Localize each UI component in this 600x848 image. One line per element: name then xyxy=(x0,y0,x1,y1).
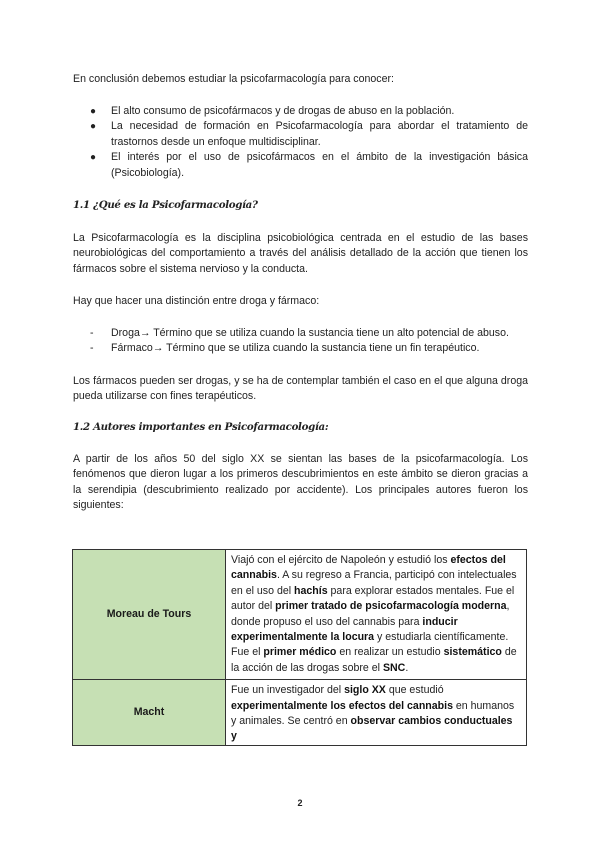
bullet-list xyxy=(73,104,528,181)
list-item: - Fármaco→ Término que se utiliza cuando la sustancia tiene un fin terapéutico. xyxy=(73,341,528,356)
bold-text: observar cambios conductuales y xyxy=(231,715,513,743)
author-description xyxy=(226,550,527,680)
bold-text: sistemático xyxy=(443,646,502,659)
dash-icon: - xyxy=(90,342,94,355)
text-run: . A su regreso a Francia, participó con intelectuales en el uso del xyxy=(231,569,517,597)
terms-list xyxy=(73,326,528,357)
bold-text: siglo XX xyxy=(344,684,386,697)
table-row xyxy=(73,550,527,680)
bold-text: hachís xyxy=(294,584,328,597)
text-run: en humanos y animales. Se centró en xyxy=(231,699,515,728)
bullet-icon: ● xyxy=(90,106,97,117)
bold-text: primer tratado de psicofarmacología moderna xyxy=(275,600,507,613)
list-item: ● El alto consumo de psicofármacos y de drogas de abuso en la población. xyxy=(73,104,528,119)
dash-icon: - xyxy=(90,327,94,339)
bullet-icon: ● xyxy=(90,121,97,133)
intro-paragraph: En conclusión debemos estudiar la psicofarmacología para conocer: xyxy=(73,73,394,85)
distinction-paragraph: Hay que hacer una distinción entre droga y fármaco: xyxy=(73,295,320,307)
author-description xyxy=(226,680,527,746)
note-paragraph: Los fármacos pueden ser drogas, y se ha de contemplar también el caso en el que alguna droga pueda utilizarse con fines terapéuticos. xyxy=(73,375,528,403)
page-number: 2 xyxy=(297,798,303,808)
text-run: y estudiarla científicamente. Fue el xyxy=(231,631,509,659)
list-item: ● La necesidad de formación en Psicofarmacología para abordar el tratamiento de trastornos desde un enfoque multidisciplinar. xyxy=(90,120,528,148)
text-run: . xyxy=(405,661,409,674)
history-paragraph: A partir de los años 50 del siglo XX se sientan las bases de la psicofarmacología. Los fenómenos que dieron lugar a los primeros descubrimientos en este ámbito se dieron gracias a la serendipia (descubrimiento realizado por accidente). Los principales autores fueron los siguientes: xyxy=(73,453,528,512)
list-item: ● El interés por el uso de psicofármacos en el ámbito de la investigación básica (Psicobiología). xyxy=(90,151,528,179)
list-item: - Droga→ Término que se utiliza cuando la sustancia tiene un alto potencial de abuso. xyxy=(73,326,528,341)
bold-text: primer médico xyxy=(263,646,337,659)
table-row xyxy=(73,680,527,746)
definition-paragraph: La Psicofarmacología es la disciplina psicobiológica centrada en el estudio de las bases neurobiológicas del comportamiento a través del análisis detallado de la acción que tienen los fármacos sobre el sistema nervioso y la conducta. xyxy=(73,232,528,275)
text-run: de la acción de las drogas sobre el xyxy=(231,646,517,674)
text-run: que estudió xyxy=(385,684,444,697)
section-heading-1-2: 1.2 Autores importantes en Psicofarmacología: xyxy=(73,421,329,433)
bold-text: experimentalmente los efectos del cannabis xyxy=(231,699,453,712)
section-heading-1-1: 1.1 ¿Qué es la Psicofarmacología? xyxy=(73,199,258,211)
bold-text: SNC xyxy=(382,661,406,674)
text-run: Fue un investigador del xyxy=(231,684,345,697)
bold-text: efectos del cannabis xyxy=(231,554,506,582)
text-run: para explorar estados mentales. Fue el autor del xyxy=(231,584,515,613)
bold-text: inducir experimentalmente la locura xyxy=(231,615,458,644)
bullet-icon: ● xyxy=(90,152,97,164)
text-run: en realizar un estudio xyxy=(336,646,444,659)
text-run: , donde propuso el uso del cannabis para xyxy=(231,600,510,628)
authors-table xyxy=(72,549,527,746)
author-name: Macht xyxy=(73,680,226,746)
author-name: Moreau de Tours xyxy=(73,550,226,680)
text-run: Viajó con el ejército de Napoleón y estudió los xyxy=(231,554,451,566)
